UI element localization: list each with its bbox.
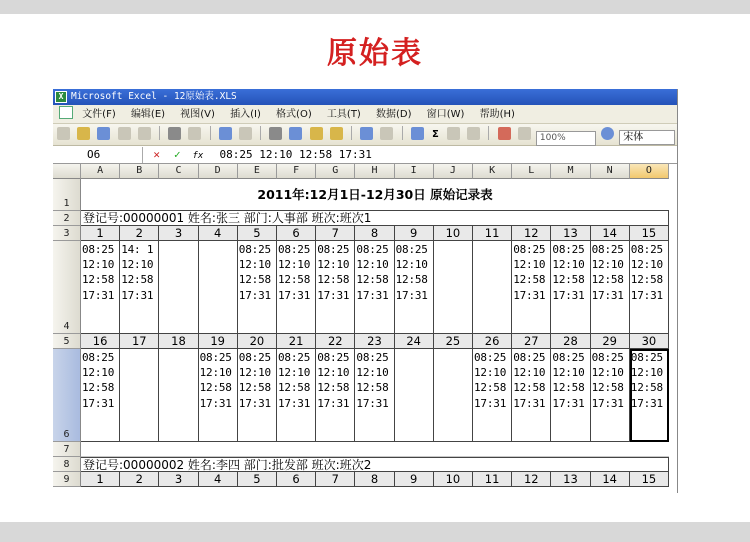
time-cell[interactable]: 08:25 12:10 12:58 17:31 bbox=[316, 241, 355, 334]
print-icon[interactable] bbox=[168, 127, 181, 140]
select-all-corner[interactable] bbox=[53, 164, 81, 179]
day-header-cell[interactable]: 2 bbox=[120, 472, 159, 487]
column-header[interactable]: E bbox=[238, 164, 277, 179]
employee-info: 登记号:00000001 姓名:张三 部门:人事部 班次:班次1 bbox=[81, 211, 669, 226]
sort-descending-icon[interactable] bbox=[467, 127, 480, 140]
row-header[interactable] bbox=[53, 211, 81, 226]
day-header-cell[interactable]: 22 bbox=[316, 334, 355, 349]
menu-bar bbox=[53, 105, 678, 124]
active-cell[interactable]: 08:25 12:10 12:58 17:31 bbox=[630, 349, 669, 442]
row-header[interactable] bbox=[53, 472, 81, 487]
zoom-select[interactable]: 100% bbox=[536, 131, 596, 146]
row-number: 3 bbox=[63, 228, 70, 239]
sheet-title: 2011年:12月1日-12月30日 原始记录表 bbox=[81, 179, 669, 211]
sort-ascending-icon[interactable] bbox=[447, 127, 460, 140]
time-cell[interactable]: 08:25 12:10 12:58 17:31 bbox=[238, 349, 277, 442]
day-header-cell[interactable]: 24 bbox=[395, 334, 434, 349]
row-header[interactable] bbox=[53, 241, 81, 334]
time-cell[interactable]: 08:25 12:10 12:58 17:31 bbox=[473, 349, 512, 442]
day-header-cell[interactable]: 9 bbox=[395, 472, 434, 487]
day-header-cell[interactable]: 10 bbox=[434, 472, 473, 487]
row-number: 2 bbox=[63, 213, 70, 224]
excel-window bbox=[53, 89, 678, 493]
day-header-cell[interactable]: 2 bbox=[120, 226, 159, 241]
menu-window[interactable]: 窗口(W) bbox=[426, 109, 465, 120]
row-number: 5 bbox=[63, 336, 70, 347]
undo-icon[interactable] bbox=[360, 127, 373, 140]
save-icon[interactable] bbox=[97, 127, 110, 140]
column-header[interactable]: K bbox=[473, 164, 512, 179]
row-header[interactable] bbox=[53, 334, 81, 349]
redo-icon[interactable] bbox=[380, 127, 393, 140]
day-header-cell[interactable]: 28 bbox=[551, 334, 590, 349]
time-cell[interactable] bbox=[120, 349, 159, 442]
day-header-cell[interactable]: 11 bbox=[473, 226, 512, 241]
employee-info: 登记号:00000002 姓名:李四 部门:批发部 班次:班次2 bbox=[81, 457, 669, 472]
time-cell[interactable]: 08:25 12:10 12:58 17:31 bbox=[630, 241, 669, 334]
day-header-cell[interactable]: 13 bbox=[551, 226, 590, 241]
time-cell[interactable] bbox=[395, 349, 434, 442]
day-header-cell[interactable]: 3 bbox=[159, 472, 198, 487]
day-header-cell[interactable]: 14 bbox=[591, 472, 630, 487]
time-cell[interactable]: 08:25 12:10 12:58 17:31 bbox=[551, 349, 590, 442]
cut-icon[interactable] bbox=[269, 127, 282, 140]
toolbar-separator bbox=[159, 126, 160, 140]
day-header-cell[interactable]: 12 bbox=[512, 472, 551, 487]
day-header-cell[interactable]: 10 bbox=[434, 226, 473, 241]
column-header[interactable]: B bbox=[120, 164, 159, 179]
row-number: 7 bbox=[63, 444, 70, 455]
column-header[interactable]: O bbox=[630, 164, 669, 179]
row-header[interactable] bbox=[53, 179, 81, 211]
menu-help[interactable]: 帮助(H) bbox=[479, 109, 515, 120]
insert-function-icon[interactable]: fx bbox=[192, 151, 204, 161]
toolbar-separator bbox=[210, 126, 211, 140]
day-header-cell[interactable]: 15 bbox=[630, 226, 669, 241]
mail-icon[interactable] bbox=[138, 127, 151, 140]
document-icon[interactable] bbox=[59, 106, 73, 119]
time-cell[interactable]: 08:25 12:10 12:58 17:31 bbox=[81, 349, 120, 442]
day-header-cell[interactable]: 17 bbox=[120, 334, 159, 349]
column-header[interactable]: J bbox=[434, 164, 473, 179]
row-number: 6 bbox=[63, 429, 70, 440]
row-header[interactable] bbox=[53, 442, 81, 457]
day-header-cell[interactable]: 5 bbox=[238, 472, 277, 487]
day-header-cell[interactable]: 8 bbox=[355, 472, 394, 487]
day-header-cell[interactable]: 23 bbox=[355, 334, 394, 349]
day-header-cell[interactable]: 14 bbox=[591, 226, 630, 241]
time-cell[interactable]: 08:25 12:10 12:58 17:31 bbox=[355, 349, 394, 442]
day-header-cell[interactable]: 26 bbox=[473, 334, 512, 349]
column-header[interactable]: C bbox=[159, 164, 198, 179]
day-header-cell[interactable]: 25 bbox=[434, 334, 473, 349]
row-number: 4 bbox=[63, 321, 70, 332]
help-icon[interactable] bbox=[601, 127, 614, 140]
menu-format[interactable]: 格式(O) bbox=[276, 109, 312, 120]
paste-icon[interactable] bbox=[310, 127, 323, 140]
day-header-cell[interactable]: 11 bbox=[473, 472, 512, 487]
column-header[interactable]: N bbox=[591, 164, 630, 179]
window-titlebar bbox=[53, 89, 678, 105]
hyperlink-icon[interactable] bbox=[411, 127, 424, 140]
row-number: 8 bbox=[63, 459, 70, 470]
day-header-cell[interactable]: 16 bbox=[81, 334, 120, 349]
menu-data[interactable]: 数据(D) bbox=[376, 109, 412, 120]
menu-view[interactable]: 视图(V) bbox=[180, 109, 215, 120]
column-header[interactable]: G bbox=[316, 164, 355, 179]
day-header-cell[interactable]: 6 bbox=[277, 472, 316, 487]
time-cell[interactable]: 08:25 12:10 12:58 17:31 bbox=[238, 241, 277, 334]
standard-toolbar bbox=[53, 124, 678, 146]
window-title: Microsoft Excel - 12原始表.XLS bbox=[71, 91, 237, 102]
toolbar-separator bbox=[351, 126, 352, 140]
day-header-cell[interactable]: 20 bbox=[238, 334, 277, 349]
time-cell[interactable]: 08:25 12:10 12:58 17:31 bbox=[591, 349, 630, 442]
time-cell[interactable] bbox=[434, 349, 473, 442]
time-cell[interactable]: 08:25 12:10 12:58 17:31 bbox=[277, 349, 316, 442]
chart-wizard-icon[interactable] bbox=[498, 127, 511, 140]
day-header-cell[interactable]: 30 bbox=[630, 334, 669, 349]
top-band bbox=[0, 0, 750, 14]
menu-tools[interactable]: 工具(T) bbox=[326, 109, 361, 120]
autosum-icon[interactable]: Σ bbox=[431, 129, 439, 140]
time-cell[interactable]: 08:25 12:10 12:58 17:31 bbox=[551, 241, 590, 334]
time-cell[interactable]: 08:25 12:10 12:58 17:31 bbox=[316, 349, 355, 442]
time-cell[interactable]: 08:25 12:10 12:58 17:31 bbox=[355, 241, 394, 334]
page-title: 原始表 bbox=[327, 36, 423, 71]
column-header[interactable]: F bbox=[277, 164, 316, 179]
day-header-cell[interactable]: 9 bbox=[395, 226, 434, 241]
excel-icon[interactable]: X bbox=[55, 91, 67, 103]
day-header-cell[interactable]: 4 bbox=[199, 472, 238, 487]
open-icon[interactable] bbox=[77, 127, 90, 140]
enter-icon[interactable]: ✓ bbox=[173, 148, 181, 161]
column-header[interactable]: A bbox=[81, 164, 120, 179]
day-header-cell[interactable]: 18 bbox=[159, 334, 198, 349]
column-header[interactable]: H bbox=[355, 164, 394, 179]
permission-icon[interactable] bbox=[118, 127, 131, 140]
empty-row[interactable] bbox=[81, 442, 669, 457]
time-cell[interactable] bbox=[159, 349, 198, 442]
day-header-cell[interactable]: 6 bbox=[277, 226, 316, 241]
time-cell[interactable]: 08:25 12:10 12:58 17:31 bbox=[395, 241, 434, 334]
research-icon[interactable] bbox=[239, 127, 252, 140]
drawing-icon[interactable] bbox=[518, 127, 531, 140]
day-header-cell[interactable]: 3 bbox=[159, 226, 198, 241]
time-cell[interactable]: 08:25 12:10 12:58 17:31 bbox=[277, 241, 316, 334]
row-header[interactable] bbox=[53, 349, 81, 442]
day-header-cell[interactable]: 4 bbox=[199, 226, 238, 241]
time-cell[interactable]: 08:25 12:10 12:58 17:31 bbox=[512, 241, 551, 334]
day-header-cell[interactable]: 8 bbox=[355, 226, 394, 241]
formula-input[interactable]: 08:25 12:10 12:58 17:31 bbox=[219, 148, 372, 161]
day-header-cell[interactable]: 21 bbox=[277, 334, 316, 349]
row-number: 1 bbox=[63, 198, 70, 209]
new-icon[interactable] bbox=[57, 127, 70, 140]
menu-insert[interactable]: 插入(I) bbox=[230, 109, 261, 120]
format-painter-icon[interactable] bbox=[330, 127, 343, 140]
column-header[interactable]: D bbox=[199, 164, 238, 179]
time-cell[interactable]: 14: 1 12:10 12:58 17:31 bbox=[120, 241, 159, 334]
toolbar-separator bbox=[402, 126, 403, 140]
spelling-icon[interactable] bbox=[219, 127, 232, 140]
font-select[interactable]: 宋体 bbox=[619, 130, 675, 145]
day-header-cell[interactable]: 27 bbox=[512, 334, 551, 349]
day-header-cell[interactable]: 7 bbox=[316, 226, 355, 241]
column-header[interactable]: M bbox=[551, 164, 590, 179]
column-header[interactable]: I bbox=[395, 164, 434, 179]
row-number: 9 bbox=[63, 474, 70, 485]
toolbar-separator bbox=[260, 126, 261, 140]
row-header[interactable] bbox=[53, 457, 81, 472]
day-header-cell[interactable]: 19 bbox=[199, 334, 238, 349]
formula-bar bbox=[53, 146, 678, 164]
cancel-icon[interactable]: ✕ bbox=[153, 148, 160, 161]
day-header-cell[interactable]: 12 bbox=[512, 226, 551, 241]
time-cell[interactable] bbox=[473, 241, 512, 334]
copy-icon[interactable] bbox=[289, 127, 302, 140]
menu-file[interactable]: 文件(F) bbox=[82, 109, 116, 120]
menu-edit[interactable]: 编辑(E) bbox=[130, 109, 166, 120]
time-cell[interactable] bbox=[434, 241, 473, 334]
row-header[interactable] bbox=[53, 226, 81, 241]
day-header-cell[interactable]: 1 bbox=[81, 472, 120, 487]
time-cell[interactable]: 08:25 12:10 12:58 17:31 bbox=[512, 349, 551, 442]
bottom-band bbox=[0, 522, 750, 542]
time-cell[interactable] bbox=[199, 241, 238, 334]
day-header-cell[interactable]: 13 bbox=[551, 472, 590, 487]
time-cell[interactable]: 08:25 12:10 12:58 17:31 bbox=[81, 241, 120, 334]
time-cell[interactable]: 08:25 12:10 12:58 17:31 bbox=[199, 349, 238, 442]
column-header[interactable]: L bbox=[512, 164, 551, 179]
day-header-cell[interactable]: 29 bbox=[591, 334, 630, 349]
name-box[interactable]: O6 bbox=[53, 147, 143, 163]
time-cell[interactable] bbox=[159, 241, 198, 334]
day-header-cell[interactable]: 15 bbox=[630, 472, 669, 487]
day-header-cell[interactable]: 1 bbox=[81, 226, 120, 241]
print-preview-icon[interactable] bbox=[188, 127, 201, 140]
day-header-cell[interactable]: 5 bbox=[238, 226, 277, 241]
toolbar-separator bbox=[488, 126, 489, 140]
time-cell[interactable]: 08:25 12:10 12:58 17:31 bbox=[591, 241, 630, 334]
day-header-cell[interactable]: 7 bbox=[316, 472, 355, 487]
